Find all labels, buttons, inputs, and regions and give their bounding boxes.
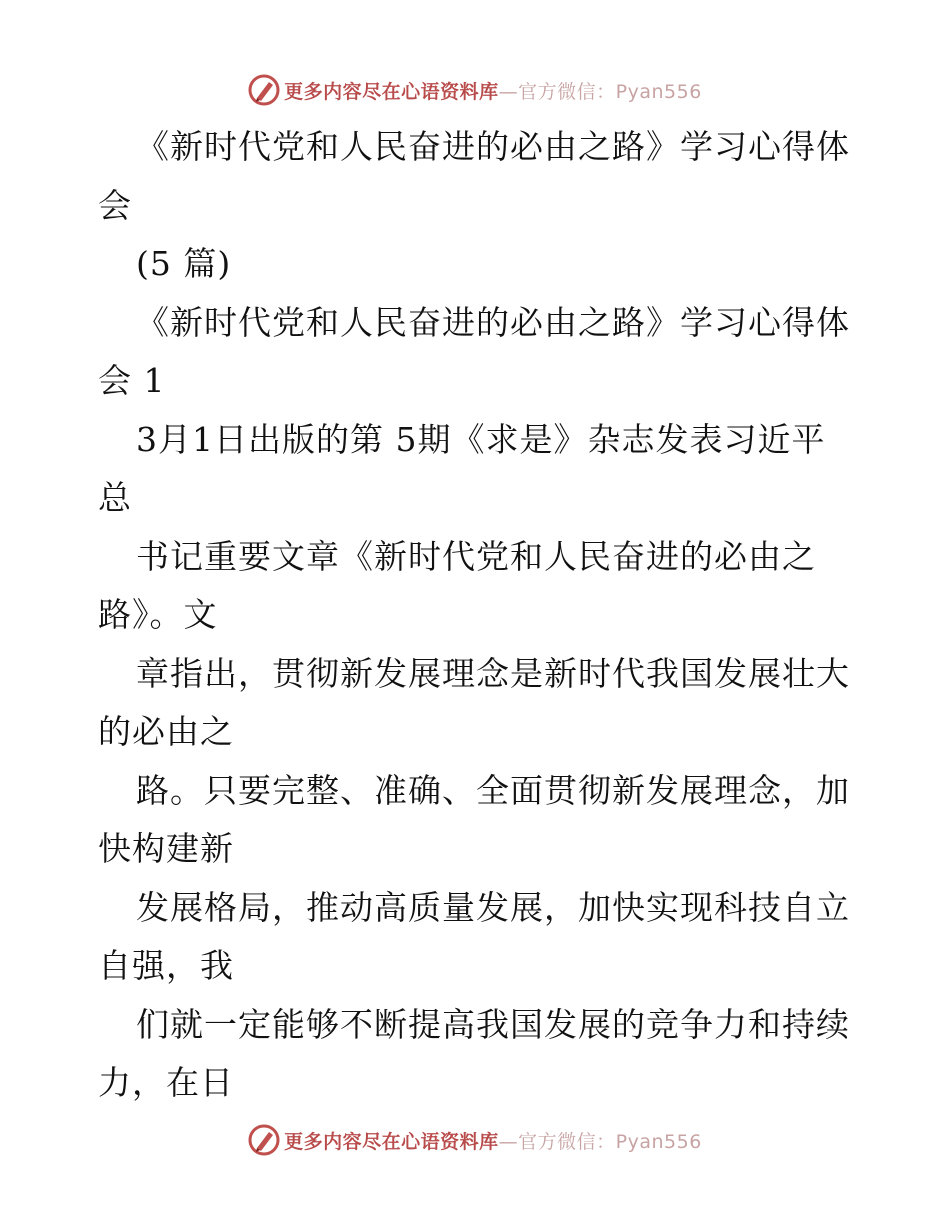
text-line: 力，在日 bbox=[98, 1063, 234, 1102]
text-line: 书记重要文章《新时代党和人民奋进的必由之 bbox=[136, 536, 816, 576]
footer-watermark bbox=[0, 1120, 950, 1160]
text-line: 们就一定能够不断提高我国发展的竞争力和持续 bbox=[136, 1004, 850, 1044]
text-line: 《新时代党和人民奋进的必由之路》学习心得体 bbox=[136, 302, 850, 342]
pen-logo-icon bbox=[248, 74, 280, 106]
text-line: 章指出，贯彻新发展理念是新时代我国发展壮大 bbox=[136, 653, 850, 693]
document-body bbox=[98, 118, 868, 1113]
text-line: 路。只要完整、准确、全面贯彻新发展理念，加 bbox=[136, 770, 850, 810]
text-line: 《新时代党和人民奋进的必由之路》学习心得体 bbox=[136, 127, 850, 166]
text-line: 快构建新 bbox=[98, 829, 234, 868]
text-line: 3月1日出版的第 5期《求是》杂志发表习近平 bbox=[136, 419, 826, 459]
header-watermark bbox=[0, 70, 950, 110]
pen-logo-icon bbox=[248, 1124, 280, 1156]
text-line: 自强，我 bbox=[98, 946, 234, 985]
text-line: 总 bbox=[98, 478, 132, 517]
text-line: 会 1 bbox=[98, 361, 166, 400]
text-line: (5 篇) bbox=[136, 244, 232, 283]
watermark-text: 更多内容尽在心语资料库—官方微信：Pyan556 bbox=[284, 1130, 702, 1153]
text-line: 的必由之 bbox=[98, 712, 234, 751]
watermark-text: 更多内容尽在心语资料库—官方微信：Pyan556 bbox=[284, 80, 702, 103]
text-line: 发展格局，推动高质量发展，加快实现科技自立 bbox=[136, 887, 850, 927]
text-line: 路》。文 bbox=[98, 595, 218, 634]
text-line: 会 bbox=[98, 185, 132, 225]
